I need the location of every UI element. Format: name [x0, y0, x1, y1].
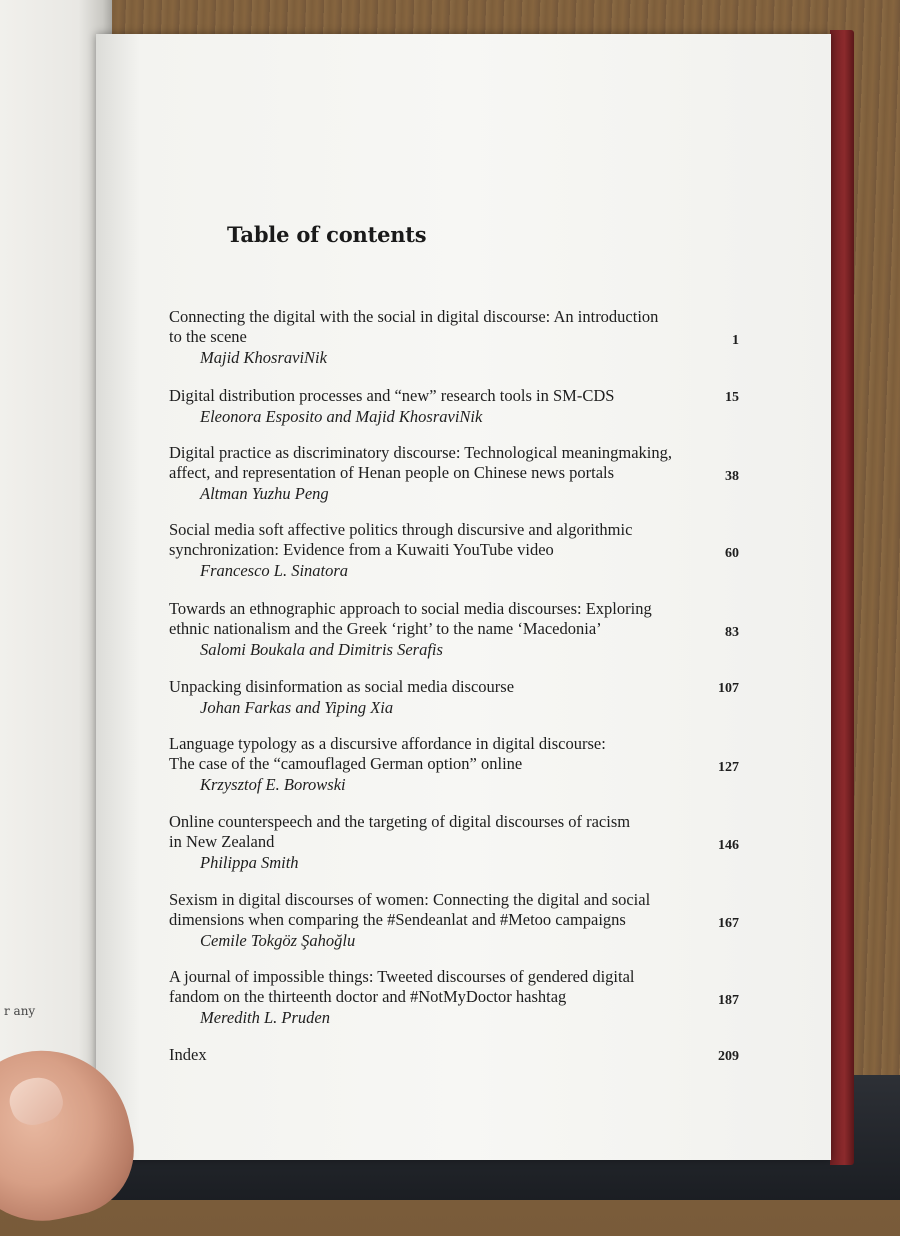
- entry-author: Meredith L. Pruden: [200, 1008, 330, 1027]
- toc-entry-3: [169, 443, 739, 504]
- entry-page-number: 187: [718, 993, 739, 1008]
- entry-title-line: The case of the “camouflaged German option” online: [169, 754, 523, 773]
- index-label: Index: [169, 1045, 207, 1064]
- toc-entry-4: [169, 520, 739, 581]
- entry-page-number: 107: [718, 681, 739, 696]
- left-page-text-fragment: r any: [4, 1004, 36, 1018]
- entry-author: Krzysztof E. Borowski: [200, 775, 346, 794]
- toc-index-entry: [169, 1045, 739, 1065]
- entry-author: Philippa Smith: [200, 853, 299, 872]
- entry-page-number: 60: [725, 546, 739, 561]
- toc-entry-10: [169, 967, 739, 1028]
- toc-entry-9: [169, 890, 739, 951]
- entry-title-line: fandom on the thirteenth doctor and #NotMyDoctor hashtag: [169, 987, 567, 1006]
- toc-entry-7: [169, 734, 739, 795]
- toc-entry-6: [169, 677, 739, 718]
- entry-author: Johan Farkas and Yiping Xia: [200, 698, 394, 717]
- entry-author: Majid KhosraviNik: [200, 348, 327, 367]
- entry-title-line: Towards an ethnographic approach to social media discourses: Exploring: [169, 599, 652, 618]
- entry-author: Altman Yuzhu Peng: [200, 484, 329, 503]
- entry-page-number: 167: [718, 916, 739, 931]
- entry-title-line: dimensions when comparing the #Sendeanlat and #Metoo campaigns: [169, 910, 626, 929]
- entry-title-line: to the scene: [169, 327, 247, 346]
- entry-author: Eleonora Esposito and Majid KhosraviNik: [200, 407, 483, 426]
- entry-page-number: 1: [732, 333, 739, 348]
- entry-title-line: A journal of impossible things: Tweeted discourses of gendered digital: [169, 967, 635, 986]
- entry-title-line: Language typology as a discursive affordance in digital discourse:: [169, 734, 606, 753]
- entry-page-number: 127: [718, 760, 739, 775]
- book-cover-edge: [830, 30, 854, 1165]
- entry-title-line: ethnic nationalism and the Greek ‘right’ to the name ‘Macedonia’: [169, 619, 602, 638]
- entry-title-line: Digital distribution processes and “new” research tools in SM-CDS: [169, 386, 615, 405]
- entry-author: Salomi Boukala and Dimitris Serafis: [200, 640, 443, 659]
- toc-entry-5: [169, 599, 739, 660]
- entry-author: Francesco L. Sinatora: [200, 561, 349, 580]
- toc-entry-1: [169, 307, 739, 368]
- entry-title-line: Digital practice as discriminatory discourse: Technological meaningmaking,: [169, 443, 673, 462]
- toc-entry-8: [169, 812, 739, 873]
- entry-title-line: Connecting the digital with the social in digital discourse: An introduction: [169, 307, 659, 326]
- entry-title-line: in New Zealand: [169, 832, 275, 851]
- entry-author: Cemile Tokgöz Şahoğlu: [200, 931, 356, 950]
- entry-title-line: Online counterspeech and the targeting of digital discourses of racism: [169, 812, 631, 831]
- entry-title-line: affect, and representation of Henan people on Chinese news portals: [169, 463, 615, 482]
- toc-entry-2: [169, 386, 739, 427]
- entry-page-number: 15: [725, 390, 739, 405]
- entry-title-line: synchronization: Evidence from a Kuwaiti YouTube video: [169, 540, 554, 559]
- entry-page-number: 83: [725, 625, 739, 640]
- entry-page-number: 146: [718, 838, 739, 853]
- entry-title-line: Social media soft affective politics through discursive and algorithmic: [169, 520, 633, 539]
- entry-title-line: Unpacking disinformation as social media discourse: [169, 677, 515, 696]
- toc-heading: Table of contents: [227, 222, 427, 247]
- entry-title-line: Sexism in digital discourses of women: Connecting the digital and social: [169, 890, 651, 909]
- entry-page-number: 38: [725, 469, 739, 484]
- index-page-number: 209: [718, 1049, 739, 1064]
